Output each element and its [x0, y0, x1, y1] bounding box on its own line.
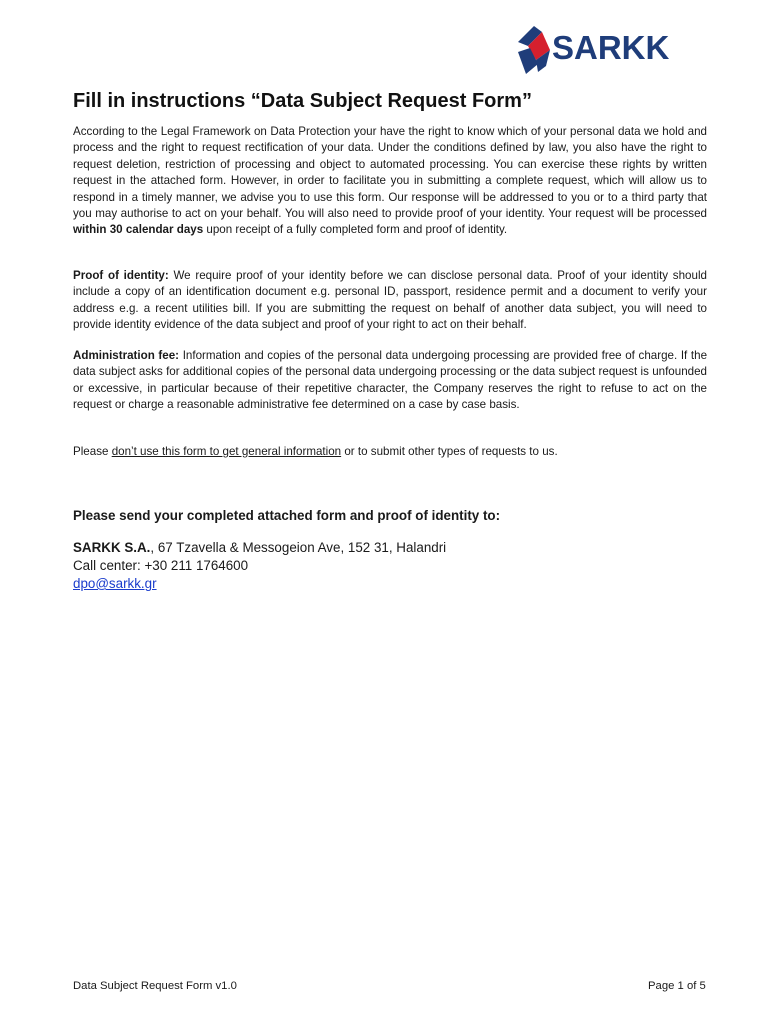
fee-label: Administration fee:	[73, 349, 180, 362]
send-instructions-heading: Please send your completed attached form and proof of identity to:	[73, 508, 501, 523]
page-title: Fill in instructions “Data Subject Request Form”	[73, 90, 532, 112]
intro-paragraph: According to the Legal Framework on Data Protection your have the right to know which of your personal data we hold and process and the right to request rectification of your data. Under the conditions defined by law, you also have the right to request deletion, restriction of processing and object to automated processing. You can exercise these rights by written request in the attached form. However, in order to facilitate you in submitting a complete request, which will allow us to respond in a timely manner, we advise you to use this form. Our response will be addressed to you or to a third party that you may authorise to act on your behalf. You will also need to provide proof of your identity. Your request will be processed within 30 calendar days upon receipt of a fully completed form and proof of identity.	[73, 125, 707, 237]
contact-block	[73, 539, 446, 593]
general-info-note: don’t use this form to get general information	[111, 445, 342, 458]
proof-of-identity-paragraph: Proof of identity: We require proof of your identity before we can disclose personal data. Proof of your identity should include a copy of an identification document e.g. personal ID, passport, residence permit and a document to verify your address e.g. a recent utilities bill. If you are submitting the request on behalf of another data subject, you will need to provide identity evidence of the data subject and proof of your right to act on their behalf.	[73, 269, 707, 332]
company-name: SARKK S.A.	[73, 540, 151, 555]
sarkk-logo	[516, 22, 670, 78]
deadline-text: within 30 calendar days	[73, 223, 204, 237]
logo-wordmark: SARKK	[552, 29, 670, 66]
note-paragraph: Please don’t use this form to get general information or to submit other types of requests to us.	[73, 445, 558, 458]
company-address: SARKK S.A., 67 Tzavella & Messogeion Ave, 152 31, Halandri	[73, 540, 447, 555]
email-link[interactable]: dpo@sarkk.gr	[73, 576, 157, 591]
sarkk-logo-icon	[516, 24, 552, 76]
call-center: Call center: +30 211 1764600	[73, 558, 249, 573]
administration-fee-paragraph: Administration fee: Information and copies of the personal data undergoing processing are provided free of charge. If the data subject asks for additional copies of the personal data undergoing processing or the data subject request is unfounded or excessive, in particular because of their repetitive character, the Company reserves the right to refuse to act on the request or charge a reasonable administrative fee determined on a case by case basis.	[73, 349, 708, 412]
footer-page-number: Page 1 of 5	[648, 980, 706, 992]
proof-label: Proof of identity:	[73, 269, 169, 282]
footer-form-version: Data Subject Request Form v1.0	[73, 980, 237, 992]
